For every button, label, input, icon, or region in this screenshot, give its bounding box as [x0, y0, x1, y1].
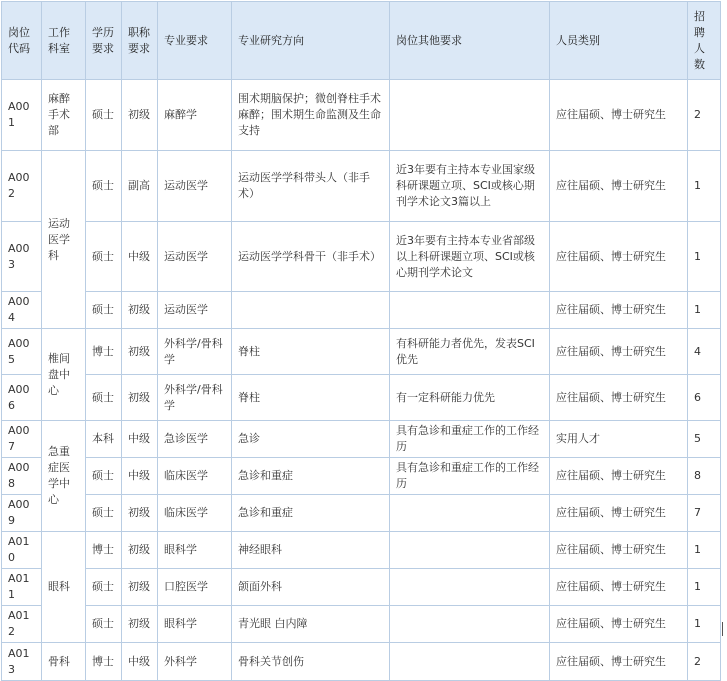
cell-other: [390, 495, 550, 532]
cell-edu: 博士: [86, 329, 122, 375]
cell-dept-spine: 椎间盘中心: [42, 329, 86, 421]
cell-edu: 硕士: [86, 80, 122, 151]
cell-other: 具有急诊和重症工作的工作经历: [390, 421, 550, 458]
cell-code: A007: [2, 421, 42, 458]
cell-major: 运动医学: [158, 151, 232, 222]
cell-direction: 骨科关节创伤: [232, 643, 390, 681]
cell-edu: 硕士: [86, 375, 122, 421]
cell-category: 应往届硕、博士研究生: [550, 606, 688, 643]
table-row: [2, 495, 721, 532]
cell-count: 4: [688, 329, 721, 375]
cell-code: A002: [2, 151, 42, 222]
cell-code: A005: [2, 329, 42, 375]
cell-category: 应往届硕、博士研究生: [550, 151, 688, 222]
cell-edu: 硕士: [86, 606, 122, 643]
cell-title: 初级: [122, 606, 158, 643]
header-count: 招聘人数: [688, 2, 721, 80]
cell-major: 外科学/骨科学: [158, 329, 232, 375]
cell-edu: 硕士: [86, 151, 122, 222]
cell-count: 1: [688, 222, 721, 292]
cell-direction: 急诊和重症: [232, 495, 390, 532]
cell-dept-emergency: 急重症医学中心: [42, 421, 86, 532]
cell-other: [390, 606, 550, 643]
header-direction: 专业研究方向: [232, 2, 390, 80]
cell-edu: 硕士: [86, 495, 122, 532]
cell-code: A001: [2, 80, 42, 151]
cell-title: 初级: [122, 532, 158, 569]
cell-direction: 脊柱: [232, 375, 390, 421]
cell-major: 临床医学: [158, 495, 232, 532]
cell-count: 6: [688, 375, 721, 421]
cell-edu: 博士: [86, 532, 122, 569]
cell-count: 8: [688, 458, 721, 495]
cell-direction: 青光眼 白内障: [232, 606, 390, 643]
cell-category: 应往届硕、博士研究生: [550, 222, 688, 292]
cell-edu: 博士: [86, 643, 122, 681]
cell-category: 应往届硕、博士研究生: [550, 375, 688, 421]
header-dept: 工作科室: [42, 2, 86, 80]
cell-major: 外科学: [158, 643, 232, 681]
cell-code: A004: [2, 292, 42, 329]
cell-other: [390, 643, 550, 681]
header-title: 职称要求: [122, 2, 158, 80]
cell-major: 临床医学: [158, 458, 232, 495]
recruitment-table: [1, 1, 721, 681]
cell-count: 1: [688, 151, 721, 222]
cell-major: 口腔医学: [158, 569, 232, 606]
cell-dept-ortho: 骨科: [42, 643, 86, 681]
cell-title: 副高: [122, 151, 158, 222]
cell-count: 5: [688, 421, 721, 458]
cell-dept-anesthesia: 麻醉手术部: [42, 80, 86, 151]
cell-title: 初级: [122, 495, 158, 532]
cell-edu: 硕士: [86, 222, 122, 292]
cell-code: A009: [2, 495, 42, 532]
cell-other: 近3年要有主持本专业省部级以上科研课题立项、SCI或核心期刊学术论文: [390, 222, 550, 292]
header-major: 专业要求: [158, 2, 232, 80]
table-row: [2, 643, 721, 681]
cell-title: 初级: [122, 375, 158, 421]
cell-title: 中级: [122, 643, 158, 681]
cell-major: 眼科学: [158, 532, 232, 569]
table-row: [2, 375, 721, 421]
cell-category: 应往届硕、博士研究生: [550, 458, 688, 495]
cell-edu: 本科: [86, 421, 122, 458]
table-row: [2, 329, 721, 375]
cell-other: 有科研能力者优先，发表SCI优先: [390, 329, 550, 375]
cell-direction: 急诊和重症: [232, 458, 390, 495]
cell-other: [390, 292, 550, 329]
cell-dept-eye: 眼科: [42, 532, 86, 643]
cell-direction: 运动医学学科骨干（非手术）: [232, 222, 390, 292]
cell-direction: 急诊: [232, 421, 390, 458]
cell-other: [390, 532, 550, 569]
cell-category: 实用人才: [550, 421, 688, 458]
cell-title: 中级: [122, 421, 158, 458]
cell-count: 1: [688, 569, 721, 606]
cell-other: 有一定科研能力优先: [390, 375, 550, 421]
cell-direction: 围术期脑保护；微创脊柱手术麻醉；围术期生命监测及生命支持: [232, 80, 390, 151]
cell-major: 外科学/骨科学: [158, 375, 232, 421]
cell-title: 中级: [122, 222, 158, 292]
cell-other: 近3年要有主持本专业国家级科研课题立项、SCI或核心期刊学术论文3篇以上: [390, 151, 550, 222]
table-row: [2, 458, 721, 495]
cell-code: A008: [2, 458, 42, 495]
header-code: 岗位代码: [2, 2, 42, 80]
header-category: 人员类别: [550, 2, 688, 80]
cell-direction: 运动医学学科带头人（非手术）: [232, 151, 390, 222]
cell-count: 1: [688, 292, 721, 329]
cell-major: 运动医学: [158, 292, 232, 329]
cell-other: 具有急诊和重症工作的工作经历: [390, 458, 550, 495]
cell-edu: 硕士: [86, 458, 122, 495]
cell-title: 初级: [122, 329, 158, 375]
cell-category: 应往届硕、博士研究生: [550, 292, 688, 329]
cell-category: 应往届硕、博士研究生: [550, 532, 688, 569]
cell-category: 应往届硕、博士研究生: [550, 643, 688, 681]
cell-direction: 脊柱: [232, 329, 390, 375]
table-row: [2, 222, 721, 292]
cell-other: [390, 569, 550, 606]
cell-code: A011: [2, 569, 42, 606]
cell-title: 初级: [122, 292, 158, 329]
table-row: [2, 80, 721, 151]
cell-count: 1: [688, 606, 721, 643]
cell-code: A012: [2, 606, 42, 643]
cell-edu: 硕士: [86, 292, 122, 329]
table-row: [2, 569, 721, 606]
cell-other: [390, 80, 550, 151]
cell-major: 眼科学: [158, 606, 232, 643]
cell-count: 7: [688, 495, 721, 532]
cell-category: 应往届硕、博士研究生: [550, 329, 688, 375]
cell-count: 1: [688, 532, 721, 569]
cell-code: A010: [2, 532, 42, 569]
cell-dept-sports: 运动医学科: [42, 151, 86, 329]
cell-count: 2: [688, 643, 721, 681]
table-row: [2, 151, 721, 222]
continuation-mark: [722, 622, 723, 636]
cell-category: 应往届硕、博士研究生: [550, 495, 688, 532]
cell-major: 麻醉学: [158, 80, 232, 151]
cell-category: 应往届硕、博士研究生: [550, 80, 688, 151]
table-row: [2, 532, 721, 569]
cell-title: 初级: [122, 569, 158, 606]
cell-code: A013: [2, 643, 42, 681]
cell-title: 中级: [122, 458, 158, 495]
cell-direction: [232, 292, 390, 329]
header-other: 岗位其他要求: [390, 2, 550, 80]
table-row: [2, 421, 721, 458]
cell-major: 急诊医学: [158, 421, 232, 458]
table-row: [2, 292, 721, 329]
cell-category: 应往届硕、博士研究生: [550, 569, 688, 606]
table-row: [2, 606, 721, 643]
cell-direction: 神经眼科: [232, 532, 390, 569]
cell-title: 初级: [122, 80, 158, 151]
cell-code: A003: [2, 222, 42, 292]
header-row: [2, 2, 721, 80]
cell-code: A006: [2, 375, 42, 421]
cell-direction: 颌面外科: [232, 569, 390, 606]
cell-count: 2: [688, 80, 721, 151]
cell-edu: 硕士: [86, 569, 122, 606]
cell-major: 运动医学: [158, 222, 232, 292]
header-edu: 学历要求: [86, 2, 122, 80]
